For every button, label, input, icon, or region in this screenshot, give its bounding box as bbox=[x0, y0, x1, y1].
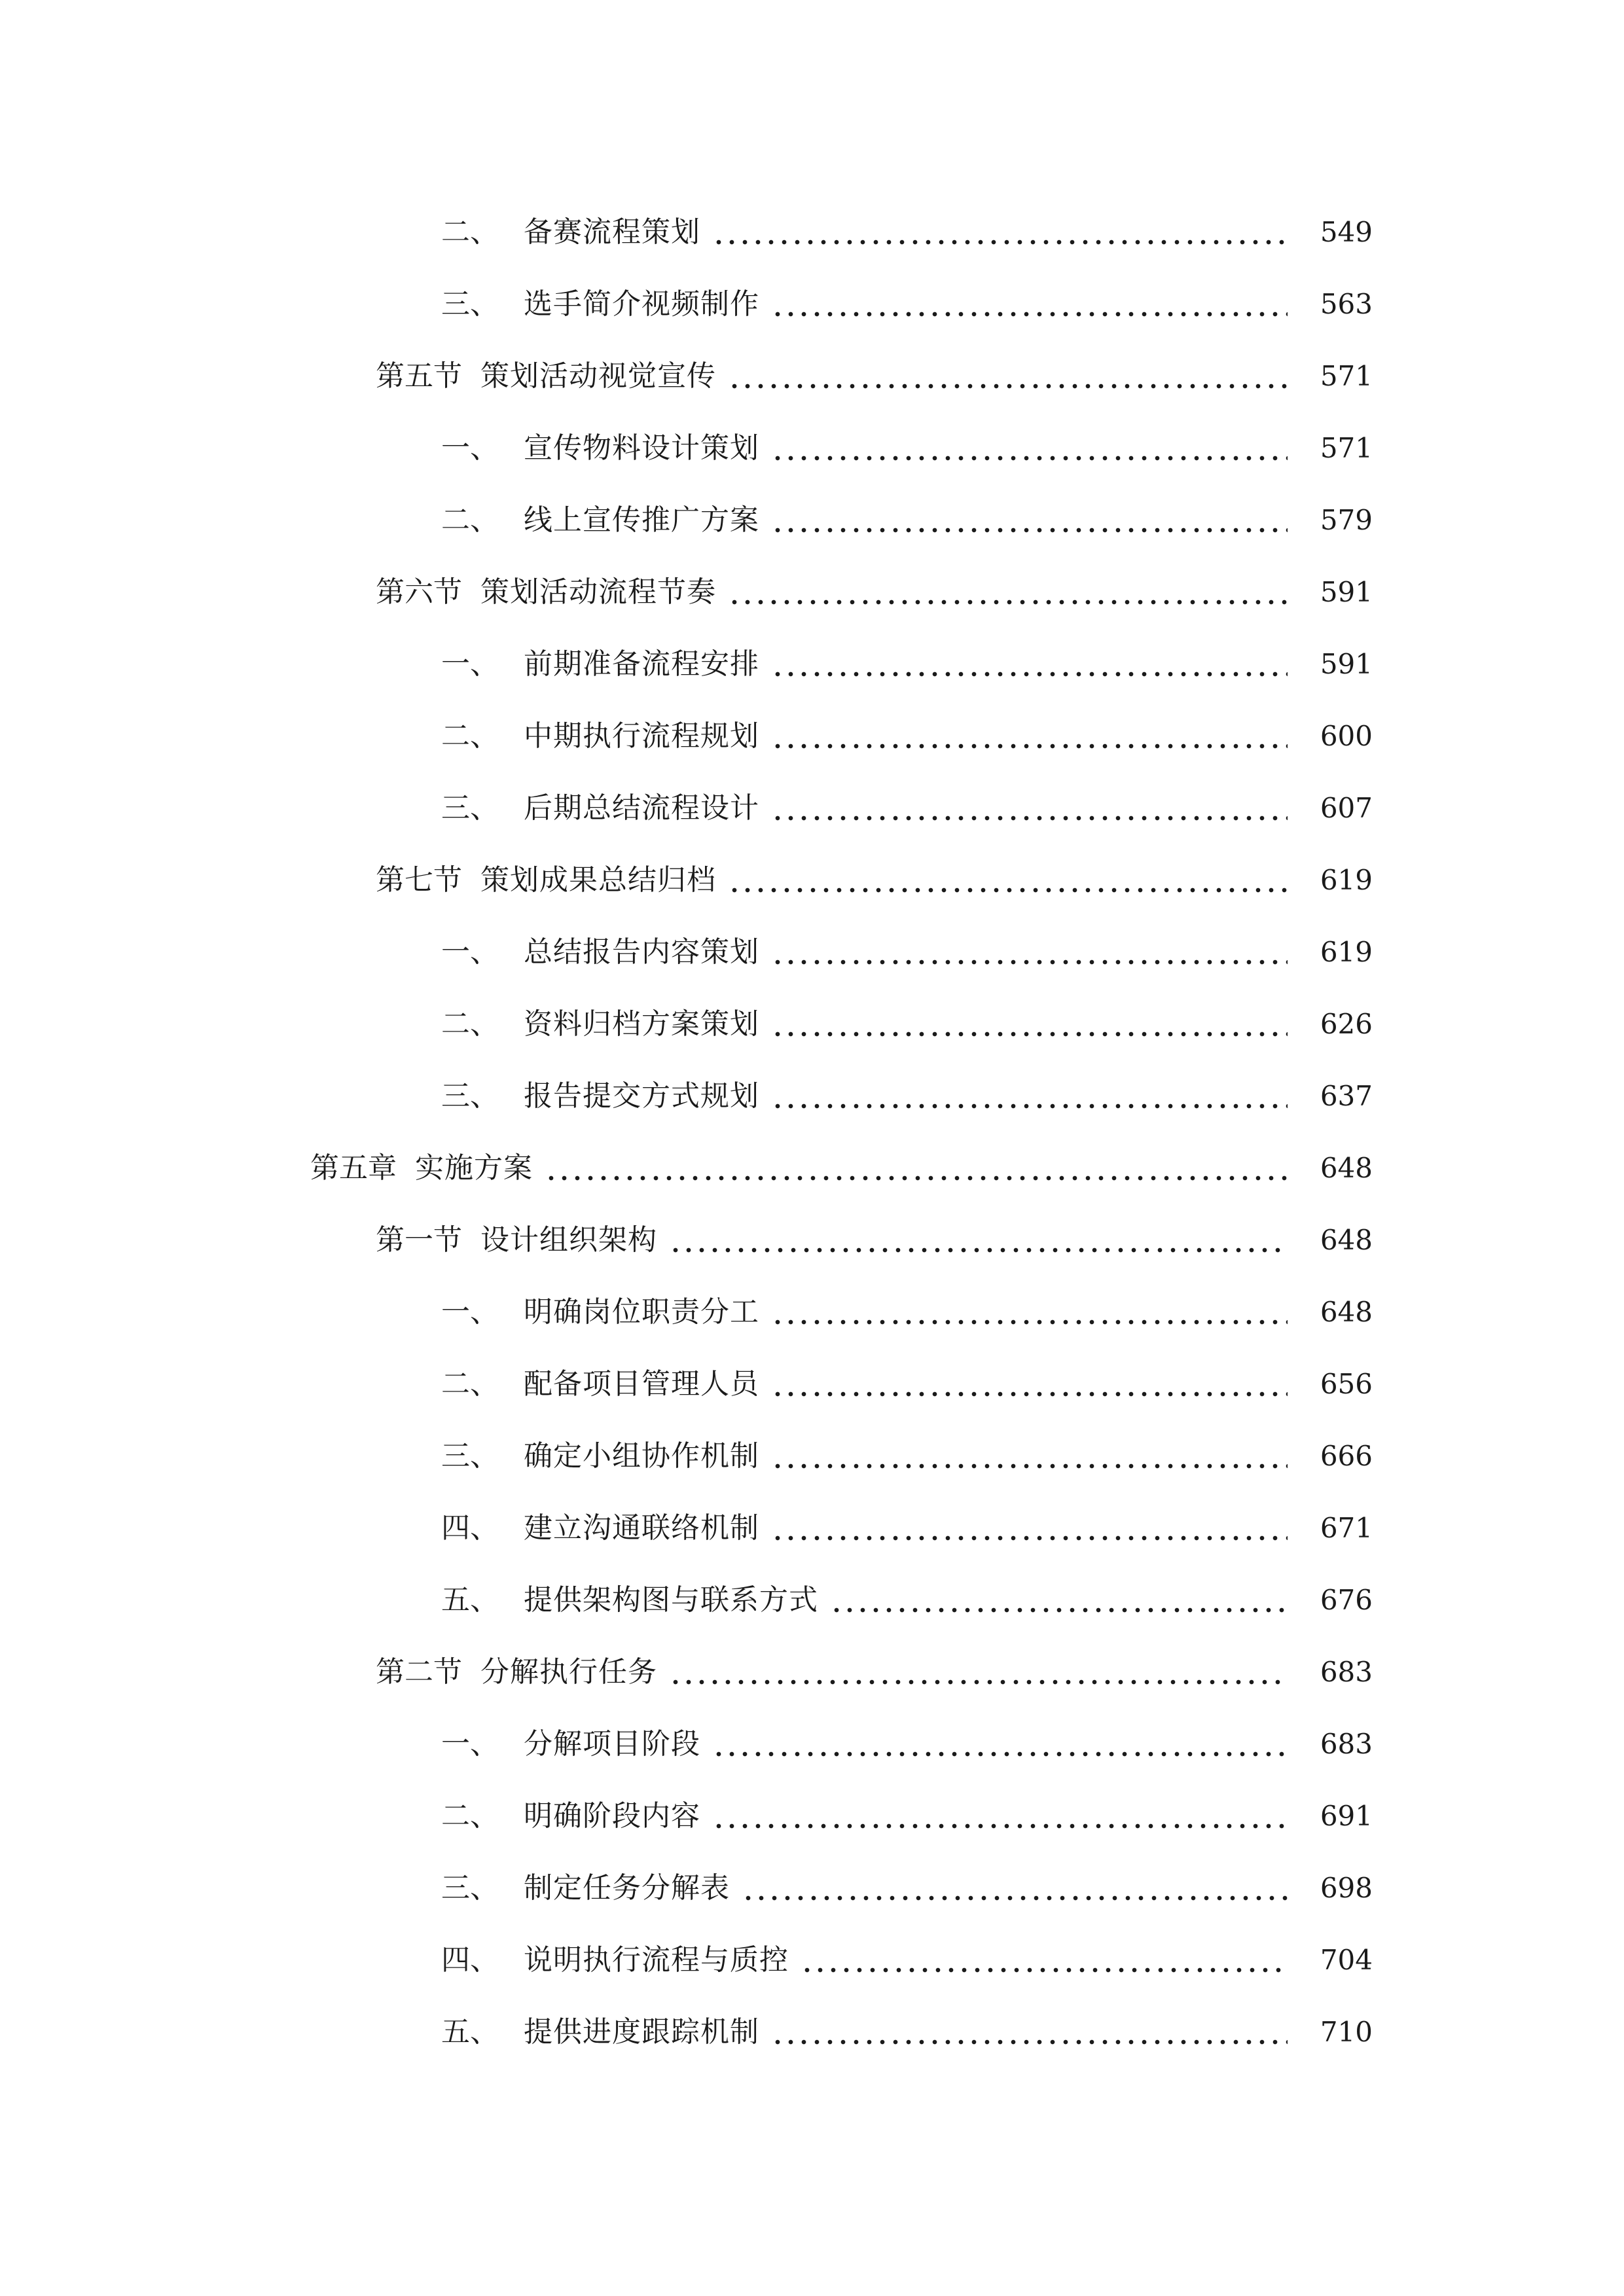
dot-leader bbox=[771, 1391, 1288, 1397]
toc-entry-page-number: 683 bbox=[1320, 1728, 1373, 1760]
table-of-contents bbox=[0, 196, 1624, 2068]
dot-leader bbox=[771, 528, 1288, 533]
toc-entry-number: 三、 bbox=[441, 1079, 499, 1113]
toc-entry-title: 宣传物料设计策划 bbox=[524, 431, 759, 465]
toc-entry-title: 制定任务分解表 bbox=[524, 1871, 730, 1905]
toc-entry-number: 一、 bbox=[441, 431, 499, 465]
toc-entry-number: 第二节 bbox=[376, 1655, 462, 1689]
toc-entry-number: 第七节 bbox=[376, 863, 462, 897]
toc-entry-title: 中期执行流程规划 bbox=[524, 719, 759, 753]
toc-entry[interactable] bbox=[0, 1204, 1624, 1276]
dot-leader bbox=[771, 672, 1288, 677]
toc-entry-number: 第五章 bbox=[310, 1151, 397, 1185]
toc-entry-page-number: 591 bbox=[1320, 576, 1373, 608]
toc-entry-page-number: 666 bbox=[1320, 1440, 1373, 1472]
toc-entry-page-number: 698 bbox=[1320, 1872, 1373, 1904]
toc-entry[interactable] bbox=[0, 1636, 1624, 1708]
toc-entry-number: 二、 bbox=[441, 1007, 499, 1041]
toc-entry-title: 分解执行任务 bbox=[480, 1655, 657, 1689]
toc-entry-page-number: 571 bbox=[1320, 360, 1373, 392]
toc-entry-title: 策划活动流程节奏 bbox=[480, 575, 716, 609]
toc-entry-number: 二、 bbox=[441, 1367, 499, 1401]
toc-entry-page-number: 637 bbox=[1320, 1080, 1373, 1112]
toc-entry-number: 第五节 bbox=[376, 359, 462, 393]
dot-leader bbox=[771, 2039, 1288, 2045]
toc-entry-page-number: 676 bbox=[1320, 1584, 1373, 1616]
toc-entry-page-number: 607 bbox=[1320, 792, 1373, 824]
dot-leader bbox=[771, 816, 1288, 821]
toc-entry-title: 后期总结流程设计 bbox=[524, 791, 759, 825]
toc-entry[interactable] bbox=[0, 1564, 1624, 1636]
toc-entry[interactable] bbox=[0, 1060, 1624, 1132]
toc-entry-number: 五、 bbox=[441, 1583, 499, 1617]
toc-entry-title: 资料归档方案策划 bbox=[524, 1007, 759, 1041]
toc-entry-title: 配备项目管理人员 bbox=[524, 1367, 759, 1401]
toc-entry[interactable] bbox=[0, 1420, 1624, 1492]
toc-entry-title: 策划活动视觉宣传 bbox=[480, 359, 716, 393]
toc-entry[interactable] bbox=[0, 1348, 1624, 1420]
toc-entry-title: 选手简介视频制作 bbox=[524, 287, 759, 321]
dot-leader bbox=[712, 1751, 1288, 1757]
toc-entry[interactable] bbox=[0, 412, 1624, 484]
dot-leader bbox=[771, 312, 1288, 317]
toc-entry-title: 分解项目阶段 bbox=[524, 1727, 700, 1761]
dot-leader bbox=[801, 1967, 1288, 1973]
toc-entry-title: 说明执行流程与质控 bbox=[524, 1943, 789, 1977]
toc-entry[interactable] bbox=[0, 1996, 1624, 2068]
toc-entry-number: 二、 bbox=[441, 1799, 499, 1833]
toc-entry-title: 提供架构图与联系方式 bbox=[524, 1583, 818, 1617]
toc-entry[interactable] bbox=[0, 772, 1624, 844]
toc-entry-title: 明确岗位职责分工 bbox=[524, 1295, 759, 1329]
dot-leader bbox=[771, 1535, 1288, 1541]
toc-entry-title: 建立沟通联络机制 bbox=[524, 1511, 759, 1545]
dot-leader bbox=[771, 1103, 1288, 1109]
dot-leader bbox=[771, 744, 1288, 749]
toc-entry-page-number: 600 bbox=[1320, 720, 1373, 752]
toc-entry-title: 实施方案 bbox=[415, 1151, 533, 1185]
toc-entry-number: 四、 bbox=[441, 1511, 499, 1545]
toc-entry-number: 四、 bbox=[441, 1943, 499, 1977]
toc-entry[interactable] bbox=[0, 700, 1624, 772]
dot-leader bbox=[771, 456, 1288, 461]
toc-entry[interactable] bbox=[0, 1780, 1624, 1852]
toc-entry-page-number: 571 bbox=[1320, 432, 1373, 464]
toc-entry[interactable] bbox=[0, 268, 1624, 340]
toc-entry-title: 总结报告内容策划 bbox=[524, 935, 759, 969]
toc-entry[interactable] bbox=[0, 1132, 1624, 1204]
toc-entry-page-number: 648 bbox=[1320, 1296, 1373, 1328]
toc-entry-number: 二、 bbox=[441, 719, 499, 753]
toc-entry-page-number: 563 bbox=[1320, 288, 1373, 320]
toc-entry[interactable] bbox=[0, 484, 1624, 556]
toc-entry-title: 明确阶段内容 bbox=[524, 1799, 700, 1833]
toc-entry-page-number: 648 bbox=[1320, 1152, 1373, 1184]
dot-leader bbox=[669, 1247, 1288, 1253]
toc-entry[interactable] bbox=[0, 1852, 1624, 1924]
toc-entry-number: 一、 bbox=[441, 1295, 499, 1329]
toc-entry-number: 一、 bbox=[441, 647, 499, 681]
toc-entry-title: 提供进度跟踪机制 bbox=[524, 2015, 759, 2049]
toc-entry-page-number: 591 bbox=[1320, 648, 1373, 680]
toc-entry[interactable] bbox=[0, 1708, 1624, 1780]
dot-leader bbox=[712, 1823, 1288, 1829]
toc-entry-page-number: 619 bbox=[1320, 936, 1373, 968]
toc-entry-page-number: 691 bbox=[1320, 1800, 1373, 1832]
dot-leader bbox=[830, 1607, 1288, 1613]
toc-entry-number: 二、 bbox=[441, 503, 499, 537]
toc-entry-number: 第一节 bbox=[376, 1223, 462, 1257]
dot-leader bbox=[742, 1895, 1288, 1901]
toc-entry-title: 设计组织架构 bbox=[480, 1223, 657, 1257]
dot-leader bbox=[728, 888, 1288, 893]
dot-leader bbox=[728, 600, 1288, 605]
dot-leader bbox=[771, 1319, 1288, 1325]
toc-entry-number: 第六节 bbox=[376, 575, 462, 609]
toc-entry-page-number: 626 bbox=[1320, 1008, 1373, 1040]
dot-leader bbox=[771, 960, 1288, 965]
toc-entry-number: 一、 bbox=[441, 1727, 499, 1761]
toc-entry[interactable] bbox=[0, 844, 1624, 916]
dot-leader bbox=[669, 1679, 1288, 1685]
toc-entry[interactable] bbox=[0, 628, 1624, 700]
toc-entry-page-number: 579 bbox=[1320, 504, 1373, 536]
toc-entry[interactable] bbox=[0, 1276, 1624, 1348]
toc-entry-title: 确定小组协作机制 bbox=[524, 1439, 759, 1473]
toc-entry-number: 三、 bbox=[441, 287, 499, 321]
dot-leader bbox=[712, 240, 1288, 245]
toc-entry-page-number: 549 bbox=[1320, 216, 1373, 248]
toc-entry-page-number: 648 bbox=[1320, 1224, 1373, 1256]
toc-entry-page-number: 710 bbox=[1320, 2016, 1373, 2048]
toc-entry[interactable] bbox=[0, 1924, 1624, 1996]
toc-entry-number: 三、 bbox=[441, 1439, 499, 1473]
toc-entry-number: 五、 bbox=[441, 2015, 499, 2049]
toc-entry-title: 前期准备流程安排 bbox=[524, 647, 759, 681]
toc-entry[interactable] bbox=[0, 196, 1624, 268]
toc-entry[interactable] bbox=[0, 556, 1624, 628]
toc-entry[interactable] bbox=[0, 916, 1624, 988]
toc-entry-page-number: 619 bbox=[1320, 864, 1373, 896]
toc-entry-title: 线上宣传推广方案 bbox=[524, 503, 759, 537]
dot-leader bbox=[728, 384, 1288, 389]
toc-entry-number: 三、 bbox=[441, 791, 499, 825]
toc-entry-title: 报告提交方式规划 bbox=[524, 1079, 759, 1113]
toc-entry-page-number: 704 bbox=[1320, 1944, 1373, 1976]
toc-entry-number: 二、 bbox=[441, 215, 499, 249]
toc-entry[interactable] bbox=[0, 1492, 1624, 1564]
toc-entry[interactable] bbox=[0, 988, 1624, 1060]
toc-entry-page-number: 683 bbox=[1320, 1656, 1373, 1688]
dot-leader bbox=[771, 1463, 1288, 1469]
toc-entry[interactable] bbox=[0, 340, 1624, 412]
toc-entry-number: 一、 bbox=[441, 935, 499, 969]
toc-entry-number: 三、 bbox=[441, 1871, 499, 1905]
toc-entry-page-number: 656 bbox=[1320, 1368, 1373, 1400]
toc-entry-title: 备赛流程策划 bbox=[524, 215, 700, 249]
dot-leader bbox=[771, 1031, 1288, 1037]
toc-entry-page-number: 671 bbox=[1320, 1512, 1373, 1544]
dot-leader bbox=[545, 1175, 1288, 1181]
toc-entry-title: 策划成果总结归档 bbox=[480, 863, 716, 897]
